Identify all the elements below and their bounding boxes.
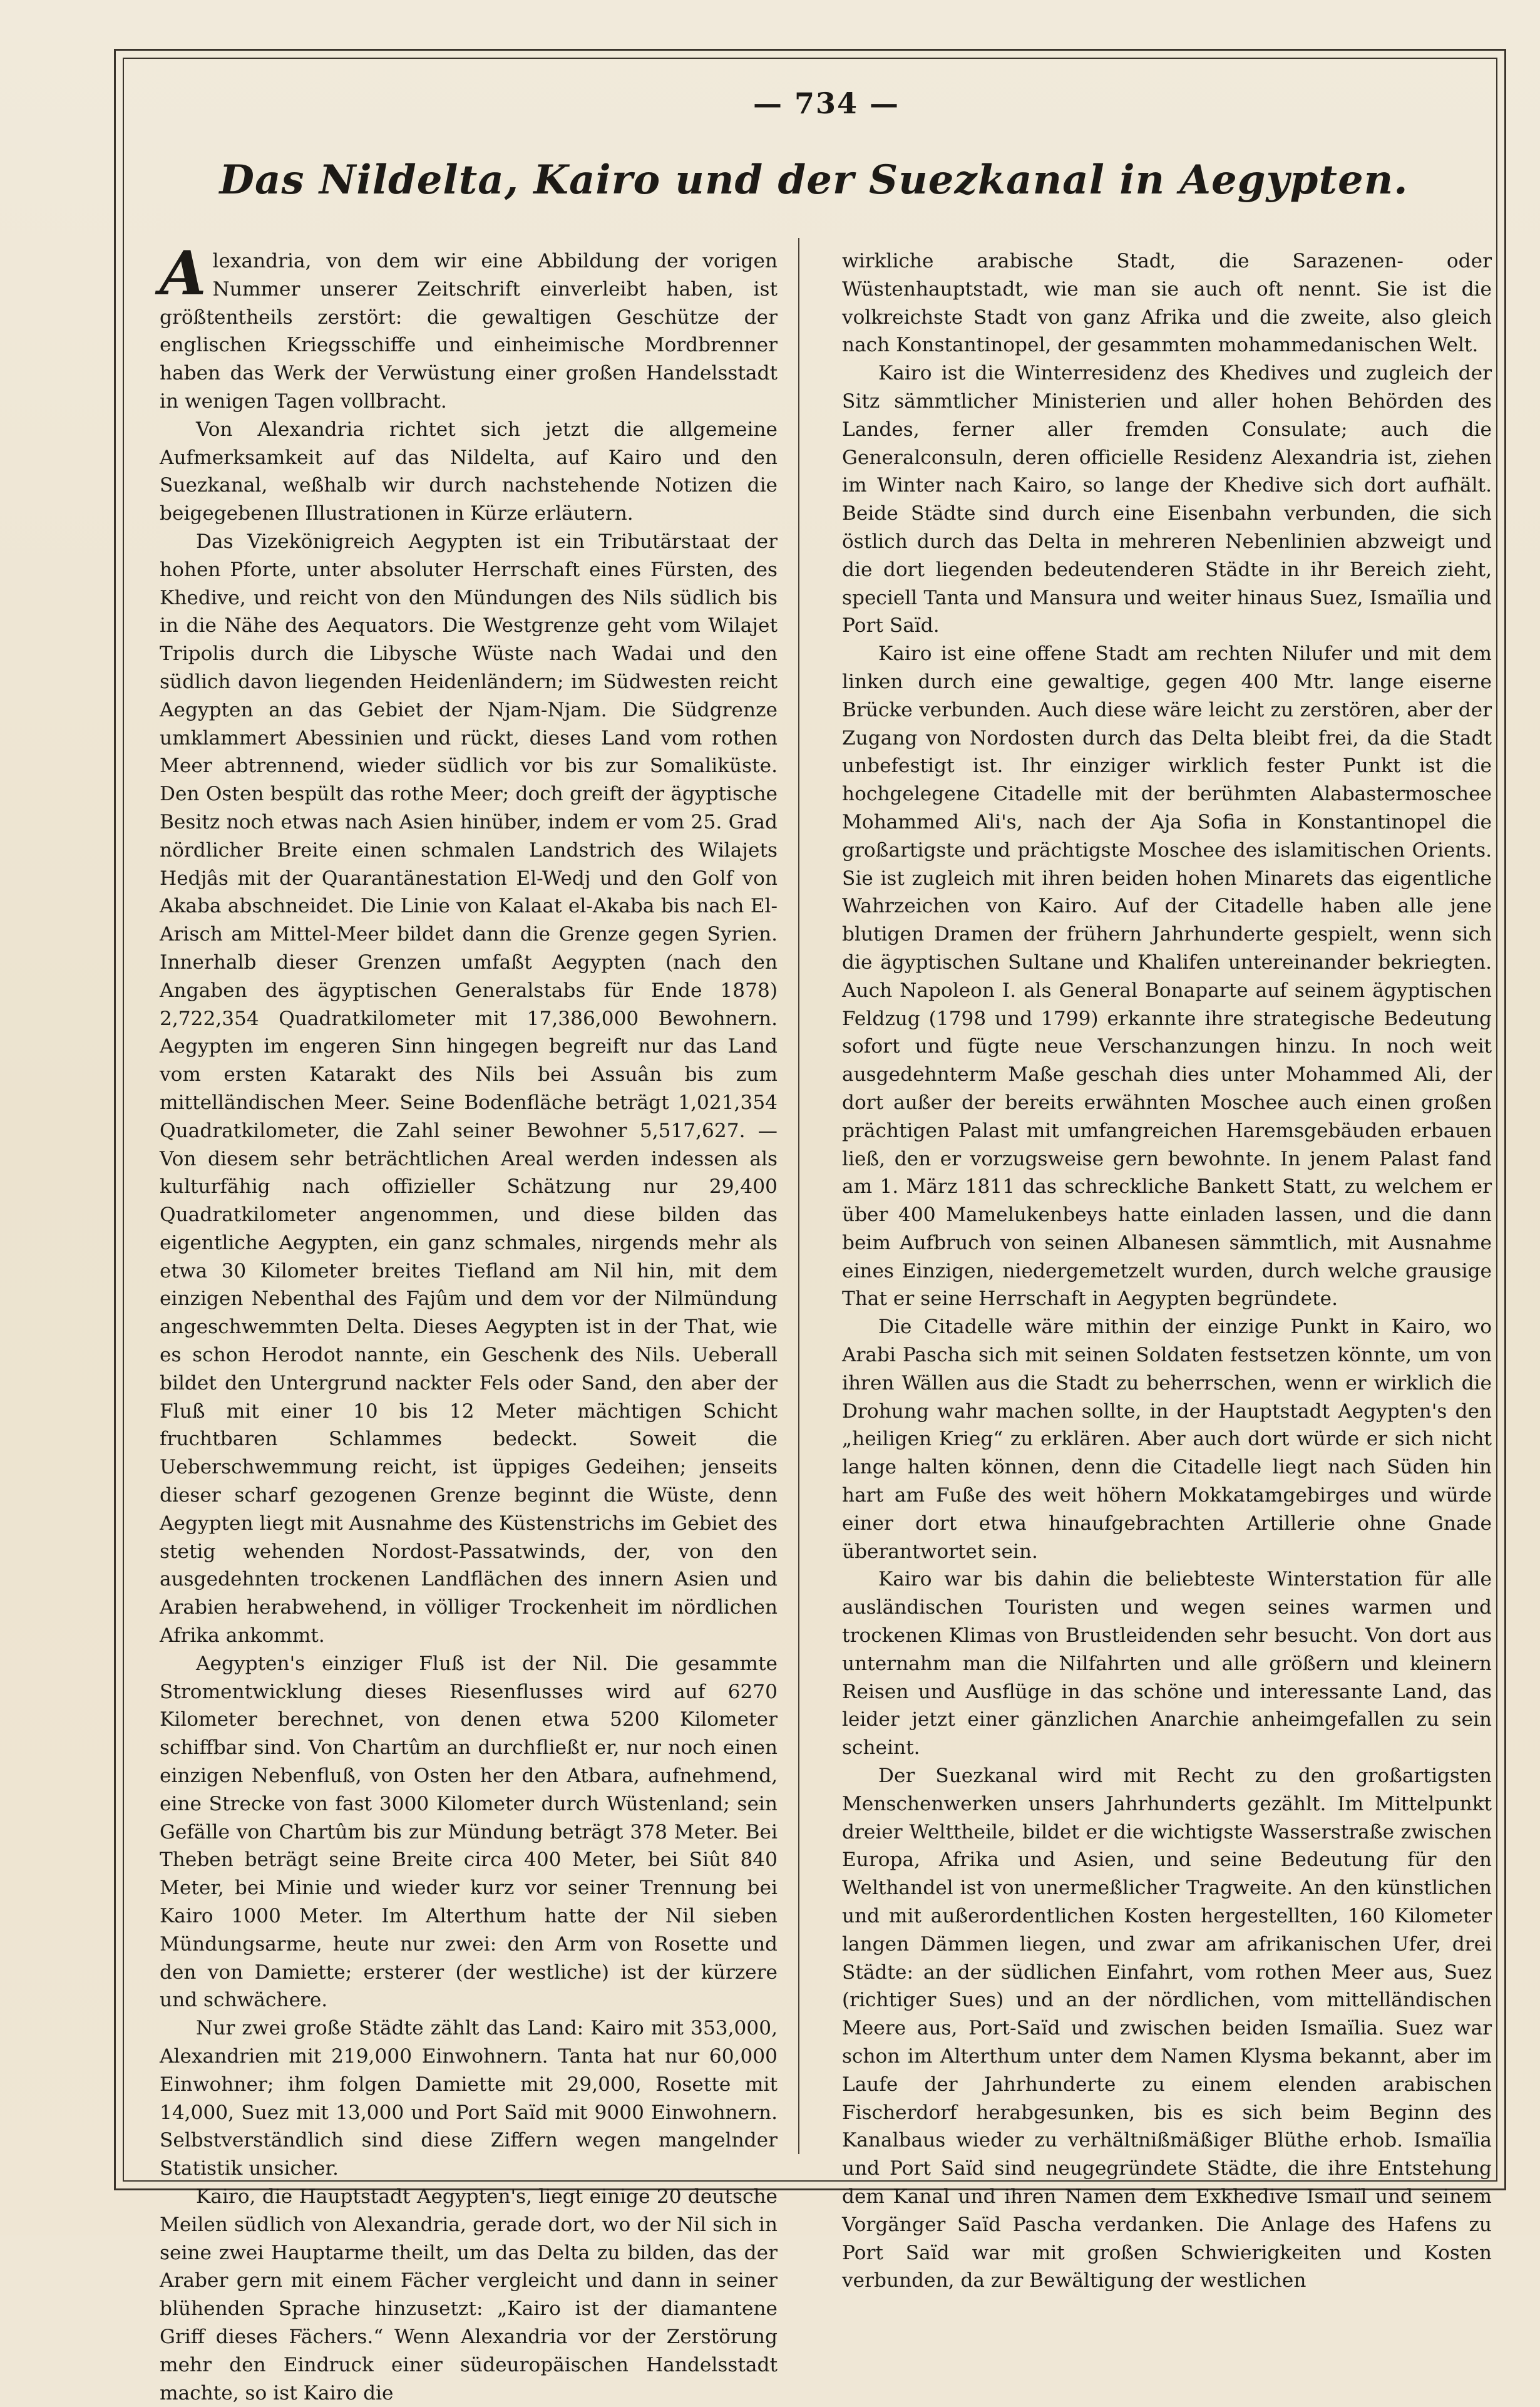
paragraph: Kairo war bis dahin die beliebteste Winterstation für alle ausländischen Touristen und wegen seines warmen und trockenen Klimas von Brustleidenden sehr besucht. Von dort aus unternahm man die Nilfahrten und alle größern und kleinern Reisen und Ausflüge in das schöne und interessante Land, das leider jetzt einer gänzlichen Anarchie anheimgefallen zu sein scheint. (842, 1568, 1492, 1760)
right-column (842, 247, 1492, 2292)
paragraph: Von Alexandria richtet sich jetzt die allgemeine Aufmerksamkeit auf das Nildelta, auf Kairo und den Suezkanal, weßhalb wir durch nachstehende Notizen die beigegebenen Illustrationen in Kürze erläutern. (160, 418, 778, 525)
article-title: Das Nildelta, Kairo und der Suezkanal in Aegypten. (219, 157, 1409, 204)
paragraph: Nur zwei große Städte zählt das Land: Kairo mit 353,000, Alexandrien mit 219,000 Einwohnern. Tanta hat nur 60,000 Einwohner; ihm folgen Damiette mit 29,000, Rosette mit 14,000, Suez mit 13,000 und Port Saïd mit 9000 Einwohnern. Selbstverständlich sind diese Ziffern wegen mangelnder Statistik unsicher. (160, 2017, 778, 2180)
column-divider (798, 238, 799, 2154)
paragraph: Kairo ist die Winterresidenz des Khedives und zugleich der Sitz sämmtlicher Ministerien und aller hohen Behörden des Landes, ferner aller fremden Consulate; auch die Generalconsuln, deren officielle Residenz Alexandria ist, ziehen im Winter nach Kairo, so lange der Khedive sich dort aufhält. Beide Städte sind durch eine Eisenbahn verbunden, die sich östlich durch das Delta in mehreren Nebenlinien abzweigt und die dort liegenden bedeutenderen Städte in ihr Bereich zieht, speciell Tanta und Mansura und weiter hinaus Suez, Ismaïlia und Port Saïd. (842, 362, 1492, 637)
paragraph: wirkliche arabische Stadt, die Sarazenen- oder Wüstenhauptstadt, wie man sie auch oft nennt. Sie ist die volkreichste Stadt von ganz Afrika und die zweite, also gleich nach Konstantinopel, der gesammten mohammedanischen Welt. (842, 250, 1492, 357)
paragraph: Kairo ist eine offene Stadt am rechten Nilufer und mit dem linken durch eine gewaltige, gegen 400 Mtr. lange eiserne Brücke verbunden. Auch diese wäre leicht zu zerstören, aber der Zugang von Nordosten durch das Delta bleibt frei, da die Stadt unbefestigt ist. Ihr einziger wirklich fester Punkt ist die hochgelegene Citadelle mit der berühmten Alabastermoschee Mohammed Ali's, nach der Aja Sofia in Konstantinopel die großartigste und prächtigste Moschee des islamitischen Orients. Sie ist zugleich mit ihren beiden hohen Minarets das eigentliche Wahrzeichen von Kairo. Auf der Citadelle haben alle jene blutigen Dramen der frühern Jahrhunderte gespielt, wenn sich die ägyptischen Sultane und Khalifen untereinander bekriegten. Auch Napoleon I. als General Bonaparte auf seinem ägyptischen Feldzug (1798 und 1799) erkannte ihre strategische Bedeutung sofort und fügte neue Verschanzungen hinzu. In noch weit ausgedehnterm Maße geschah dies unter Mohammed Ali, der dort außer der bereits erwähnten Moschee auch einen großen prächtigen Palast mit umfangreichen Haremsgebäuden erbauen ließ, den er vorzugsweise gern bewohnte. In jenem Palast fand am 1. März 1811 das schreckliche Bankett Statt, zu welchem er über 400 Mamelukenbeys hatte einladen lassen, und die dann beim Aufbruch von seinen Albanesen sämmtlich, mit Ausnahme eines Einzigen, niedergemetzelt wurden, durch welche grausige That er seine Herrschaft in Aegypten begründete. (842, 642, 1492, 1311)
paragraph: Kairo, die Hauptstadt Aegypten's, liegt einige 20 deutsche Meilen südlich von Alexandria, gerade dort, wo der Nil sich in seine zwei Hauptarme theilt, um das Delta zu bilden, das der Araber gern mit einem Fächer vergleicht und dann in seiner blühenden Sprache hinzusetzt: „Kairo ist der diamantene Griff dieses Fächers.“ Wenn Alexandria vor der Zerstörung mehr den Eindruck einer südeuropäischen Handelsstadt machte, so ist Kairo die (160, 2185, 778, 2404)
page-number: — 734 — (752, 86, 900, 120)
drop-cap: A (160, 238, 207, 309)
paragraph: Die Citadelle wäre mithin der einzige Punkt in Kairo, wo Arabi Pascha sich mit seinen Soldaten festsetzen könnte, um von ihren Wällen aus die Stadt zu beherrschen, wenn er wirklich die Drohung wahr machen sollte, in der Hauptstadt Aegypten's den „heiligen Krieg“ zu erklären. Aber auch dort würde er sich nicht lange halten können, denn die Citadelle liegt nach Süden hin hart am Fuße des weit höhern Mokkatamgebirges und würde einer dort etwa hinaufgebrachten Artillerie ohne Gnade überantwortet sein. (842, 1316, 1492, 1563)
paragraph: Das Vizekönigreich Aegypten ist ein Tributärstaat der hohen Pforte, unter absoluter Herrschaft eines Fürsten, des Khedive, und reicht von den Mündungen des Nils südlich bis in die Nähe des Aequators. Die Westgrenze geht vom Wilajet Tripolis durch die Libysche Wüste nach Wadai und den südlich davon liegenden Heidenländern; im Südwesten reicht Aegypten an das Gebiet der Njam-Njam. Die Südgrenze umklammert Abessinien und rückt, dieses Land vom rothen Meer abtrennend, wieder südlich vor bis zur Somaliküste. Den Osten bespült das rothe Meer; doch greift der ägyptische Besitz noch etwas nach Asien hinüber, indem er vom 25. Grad nördlicher Breite einen schmalen Landstrich des Wilajets Hedjâs mit der Quarantänestation El-Wedj und den Golf von Akaba abschneidet. Die Linie von Kalaat el-Akaba bis nach El-Arisch am Mittel-Meer bildet dann die Grenze gegen Syrien. Innerhalb dieser Grenzen umfaßt Aegypten (nach den Angaben des ägyptischen Generalstabs für Ende 1878) 2,722,354 Quadratkilometer mit 17,386,000 Bewohnern. Aegypten im engeren Sinn hingegen begreift nur das Land vom ersten Katarakt des Nils bei Assuân bis zum mittelländischen Meer. Seine Bodenfläche beträgt 1,021,354 Quadratkilometer, die Zahl seiner Bewohner 5,517,627. — Von diesem sehr beträchtlichen Areal werden indessen als kulturfähig nach offizieller Schätzung nur 29,400 Quadratkilometer angenommen, und diese bilden das eigentliche Aegypten, ein ganz schmales, nirgends mehr als etwa 30 Kilometer breites Tiefland am Nil hin, mit dem einzigen Nebenthal des Fajûm und dem vor der Nilmündung angeschwemmten Delta. Dieses Aegypten ist in der That, wie es schon Herodot nannte, ein Geschenk des Nils. Ueberall bildet den Untergrund nackter Fels oder Sand, den aber der Fluß mit einer 10 bis 12 Meter mächtigen Schicht fruchtbaren Schlammes bedeckt. Soweit die Ueberschwemmung reicht, ist üppiges Gedeihen; jenseits dieser scharf gezogenen Grenze beginnt die Wüste, denn Aegypten liegt mit Ausnahme des Küstenstrichs im Gebiet des stetig wehenden Nordost-Passatwinds, der, von den ausgedehnten trockenen Landflächen des innern Asien und Arabien herabwehend, in völliger Trockenheit im nördlichen Afrika ankommt. (160, 530, 778, 1647)
paragraph: Der Suezkanal wird mit Recht zu den großartigsten Menschenwerken unsers Jahrhunderts gezählt. Im Mittelpunkt dreier Welttheile, bildet er die wichtigste Wasserstraße zwischen Europa, Afrika und Asien, und seine Bedeutung für den Welthandel ist von unermeßlicher Tragweite. An den künstlichen und mit außerordentlichen Kosten hergestellten, 160 Kilometer langen Dämmen liegen, und zwar am afrikanischen Ufer, drei Städte: an der südlichen Einfahrt, vom rothen Meer aus, Suez (richtiger Sues) und an der nördlichen, vom mittelländischen Meere aus, Port-Saïd und zwischen beiden Ismaïlia. Suez war schon im Alterthum unter dem Namen Klysma bekannt, aber im Laufe der Jahrhunderte zu einem elenden arabischen Fischerdorf herabgesunken, bis es sich beim Beginn des Kanalbaus wieder zu verhältnißmäßiger Blüthe erhob. Ismaïlia und Port Saïd sind neugegründete Städte, die ihre Entstehung dem Kanal und ihren Namen dem Exkhedive Ismaïl und seinem Vorgänger Saïd Pascha verdanken. Die Anlage des Hafens zu Port Saïd war mit großen Schwierigkeiten und Kosten verbunden, da zur Bewältigung der westlichen (842, 1765, 1492, 2292)
paragraph: Aegypten's einziger Fluß ist der Nil. Die gesammte Stromentwicklung dieses Riesenflusses wird auf 6270 Kilometer berechnet, von denen etwa 5200 Kilometer schiffbar sind. Von Chartûm an durchfließt er, nur noch einen einzigen Nebenfluß, von Osten her den Atbara, aufnehmend, eine Strecke von fast 3000 Kilometer durch Wüstenland; sein Gefälle von Chartûm bis zur Mündung beträgt 378 Meter. Bei Theben beträgt seine Breite circa 400 Meter, bei Siût 840 Meter, bei Minie und wieder kurz vor seiner Trennung bei Kairo 1000 Meter. Im Alterthum hatte der Nil sieben Mündungsarme, heute nur zwei: den Arm von Rosette und den von Damiette; ersterer (der westliche) ist der kürzere und schwächere. (160, 1652, 778, 2012)
left-column (160, 238, 778, 2404)
paragraph: Alexandria, von dem wir eine Abbildung der vorigen Nummer unserer Zeitschrift einverleibt haben, ist größtentheils zerstört: die gewaltigen Geschütze der englischen Kriegsschiffe und einheimische Mordbrenner haben das Werk der Verwüstung einer großen Handelsstadt in wenigen Tagen vollbracht. (160, 238, 778, 413)
